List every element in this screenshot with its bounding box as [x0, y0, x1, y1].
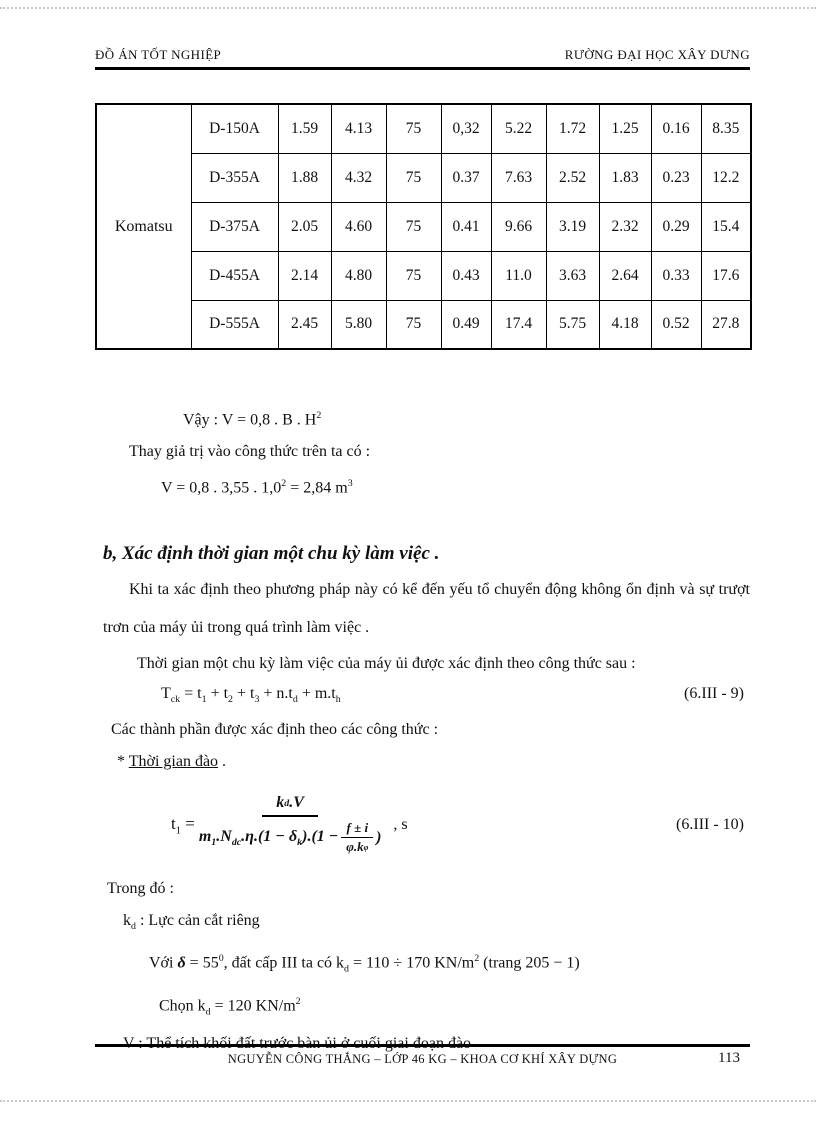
- table-value-cell: 75: [386, 104, 441, 153]
- table-value-cell: 2.45: [278, 300, 331, 349]
- table-value-cell: 27.8: [701, 300, 751, 349]
- table-value-cell: 0.16: [651, 104, 701, 153]
- formula-tck: $T_{ck} = t_1 + t_2 + t_3 + n.t_d + m.t_h$: [161, 684, 341, 705]
- table-value-cell: 5.80: [331, 300, 386, 349]
- note-v-definition: V : Thể tích khối đất trước bàn ủi ở cuối giai đoạn đào: [123, 1035, 472, 1053]
- table-value-cell: 3.63: [546, 251, 599, 300]
- note-kd-definition: $k_d$ : Lực cản cắt riêng: [123, 911, 260, 933]
- note-kd-range: Với $\delta = 55^0$, đất cấp III ta có $k_d = 110 \div 170$ $KN/m^2$ (trang 205 − 1): [149, 953, 580, 975]
- table-value-cell: 17.6: [701, 251, 751, 300]
- formula-ref-6-iii-10: (6.III - 10): [676, 815, 744, 833]
- table-model-cell: D-375A: [191, 202, 278, 251]
- table-value-cell: 1.59: [278, 104, 331, 153]
- page-footer: [95, 1044, 750, 1067]
- table-value-cell: 4.60: [331, 202, 386, 251]
- header-rule: [95, 67, 750, 70]
- table-value-cell: 4.32: [331, 153, 386, 202]
- table-value-cell: 0,32: [441, 104, 491, 153]
- table-row: [96, 251, 751, 300]
- equation-v-general: Vậy : V = 0,8 . B . $H^2$: [183, 410, 322, 429]
- table-model-cell: D-150A: [191, 104, 278, 153]
- table-value-cell: 17.4: [491, 300, 546, 349]
- formula-ref-6-iii-9: (6.III - 9): [684, 684, 744, 702]
- table-row: [96, 153, 751, 202]
- dig-time-suffix: .: [218, 752, 227, 770]
- formula-tck-row: [95, 679, 750, 715]
- page-number: 113: [718, 1050, 740, 1066]
- fraction-main-denominator: [199, 817, 382, 855]
- table-value-cell: 2.05: [278, 202, 331, 251]
- text-where: Trong đó :: [107, 879, 174, 897]
- table-value-cell: 12.2: [701, 153, 751, 202]
- page-edge-bottom-dots: [0, 1100, 816, 1102]
- formula-t1: [95, 794, 408, 855]
- dig-time-prefix: *: [117, 752, 129, 770]
- subheading-dig-time: [95, 745, 750, 779]
- formula-t1-unit: , s: [393, 815, 408, 833]
- table-value-cell: 4.13: [331, 104, 386, 153]
- table-row: [96, 104, 751, 153]
- table-value-cell: 0.43: [441, 251, 491, 300]
- spec-table: [95, 103, 752, 350]
- fraction-inner-denominator: φ.k φ: [346, 839, 369, 855]
- table-row: [96, 202, 751, 251]
- fraction-main-numerator: k d .V: [262, 794, 318, 817]
- table-value-cell: 5.75: [546, 300, 599, 349]
- table-value-cell: 7.63: [491, 153, 546, 202]
- spec-table-body: [96, 104, 751, 349]
- table-value-cell: 4.18: [599, 300, 651, 349]
- denominator-post: ): [376, 828, 382, 846]
- table-value-cell: 1.88: [278, 153, 331, 202]
- equation-v-result: V = 0,8 . 3,55 . $1,0^2 = 2,84$ $m^3$: [161, 478, 353, 497]
- table-value-cell: 75: [386, 300, 441, 349]
- text-substitute-values: Thay giả trị vào công thức trên ta có :: [129, 443, 371, 461]
- footer-author-line: NGUYỄN CÔNG THẮNG – LỚP 46 KG – KHOA CƠ KHÍ XÂY DỰNG: [227, 1052, 618, 1066]
- table-model-cell: D-455A: [191, 251, 278, 300]
- table-value-cell: 0.52: [651, 300, 701, 349]
- table-value-cell: 0.37: [441, 153, 491, 202]
- table-value-cell: 0.33: [651, 251, 701, 300]
- table-value-cell: 11.0: [491, 251, 546, 300]
- dig-time-label: Thời gian đào: [128, 752, 219, 770]
- footer-rule: [95, 1044, 750, 1047]
- fraction-inner: [341, 820, 373, 855]
- page-header: [95, 47, 750, 70]
- header-left-title: ĐỒ ÁN TỐT NGHIỆP: [95, 47, 222, 62]
- table-value-cell: 1.25: [599, 104, 651, 153]
- formula-t1-lhs: $t_1$ =: [171, 813, 195, 837]
- table-value-cell: 2.14: [278, 251, 331, 300]
- note-kd-chosen: Chọn $k_d = 120$ $KN/m^2$: [159, 995, 301, 1018]
- table-value-cell: 0.49: [441, 300, 491, 349]
- section-heading-b: b, Xác định thời gian một chu kỳ làm việc .: [103, 542, 440, 564]
- table-value-cell: 1.72: [546, 104, 599, 153]
- text-cycle-time-intro: Thời gian một chu kỳ làm việc của máy ủi được xác định theo công thức sau :: [137, 654, 636, 672]
- table-value-cell: 1.83: [599, 153, 651, 202]
- table-value-cell: 0.23: [651, 153, 701, 202]
- table-value-cell: 4.80: [331, 251, 386, 300]
- table-value-cell: 9.66: [491, 202, 546, 251]
- table-model-cell: D-555A: [191, 300, 278, 349]
- table-value-cell: 8.35: [701, 104, 751, 153]
- table-value-cell: 15.4: [701, 202, 751, 251]
- paragraph-method-intro: Khi ta xác định theo phương pháp này có kể đến yếu tổ chuyển động không ổn định và sự trượt trơn của máy ủi trong quá trình làm việc .: [103, 580, 750, 636]
- table-value-cell: 75: [386, 153, 441, 202]
- table-model-cell: D-355A: [191, 153, 278, 202]
- formula-t1-row: [95, 783, 750, 867]
- table-row: [96, 300, 751, 349]
- table-value-cell: 3.19: [546, 202, 599, 251]
- fraction-inner-numerator: f ± i: [341, 820, 373, 838]
- fraction-main: [199, 794, 382, 855]
- table-value-cell: 75: [386, 202, 441, 251]
- page-content: [95, 400, 750, 1060]
- table-value-cell: 2.64: [599, 251, 651, 300]
- table-value-cell: 0.29: [651, 202, 701, 251]
- text-components-intro: Các thành phần được xác định theo các công thức :: [111, 720, 439, 738]
- table-value-cell: 75: [386, 251, 441, 300]
- table-value-cell: 0.41: [441, 202, 491, 251]
- page-edge-top-dots: [0, 7, 816, 9]
- table-value-cell: 2.32: [599, 202, 651, 251]
- header-right-title: RƯỜNG ĐẠI HỌC XÂY DƯNG: [564, 47, 750, 62]
- table-value-cell: 5.22: [491, 104, 546, 153]
- table-brand-cell: Komatsu: [96, 104, 191, 349]
- denominator-pre: $m_1.N_{dc}.\eta.(1 - \delta_k).(1$ −: [198, 827, 339, 848]
- table-value-cell: 2.52: [546, 153, 599, 202]
